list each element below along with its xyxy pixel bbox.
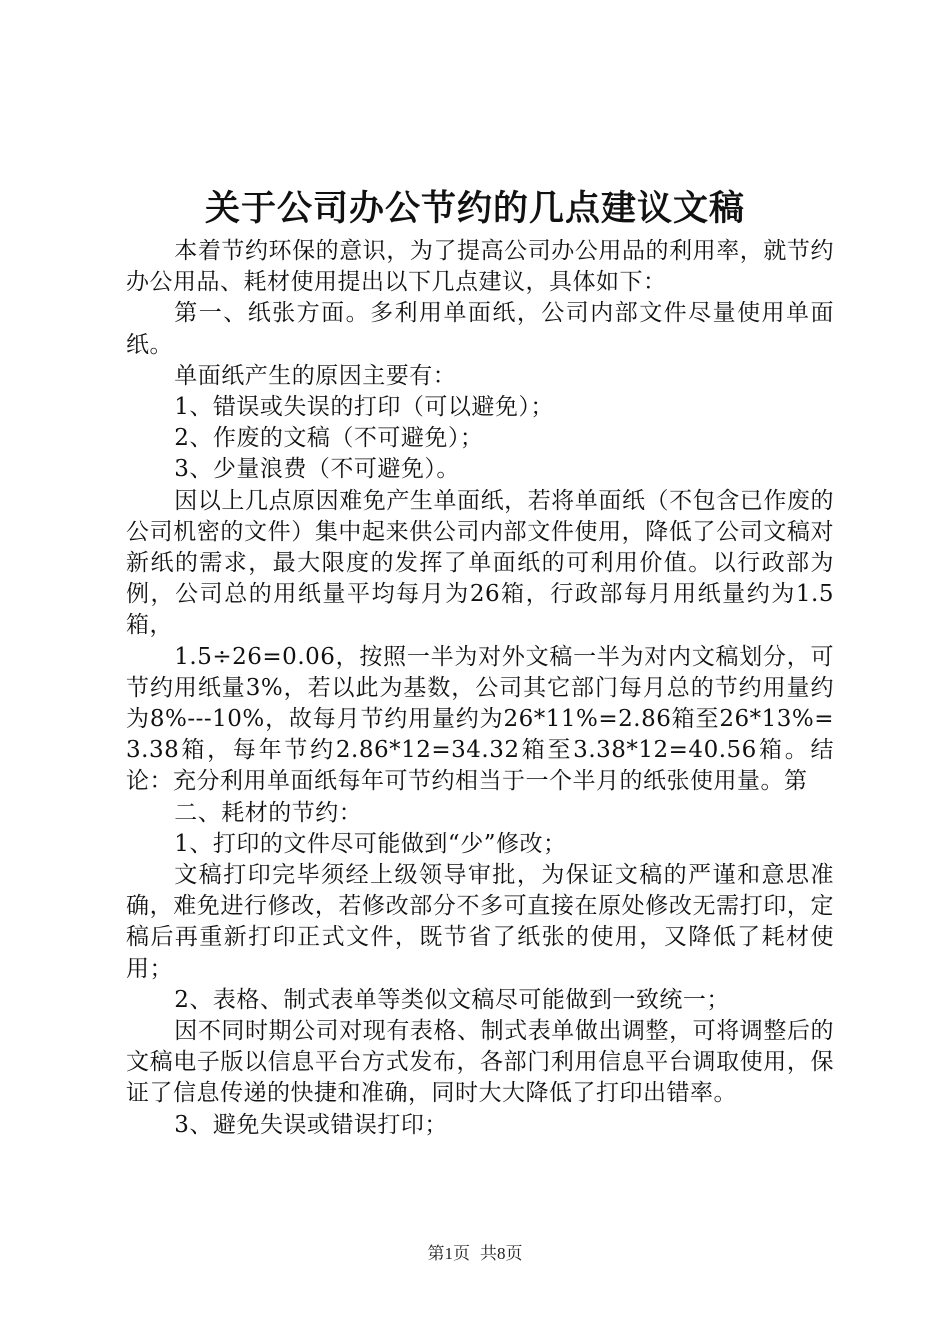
page-number: 第1页 — [427, 1244, 470, 1263]
paragraph-section-consumables: 二、耗材的节约： — [174, 799, 363, 826]
paragraph-cause-3: 3、少量浪费（不可避免）。 — [174, 456, 460, 483]
paragraph-item-1-detail: 文稿打印完毕须经上级领导审批，为保证文稿的严谨和意思准确，难免进行修改，若修改部分不多可直接在原处修改无需打印，定稿后再重新打印正式文件，既节省了纸张的使用，又降低了耗材使用； — [126, 862, 834, 982]
paragraph-cause-1: 1、错误或失误的打印（可以避免）； — [174, 394, 554, 421]
paragraph-item-2-detail: 因不同时期公司对现有表格、制式表单做出调整，可将调整后的文稿电子版以信息平台方式发布，各部门利用信息平台调取使用，保证了信息传递的快捷和准确，同时大大降低了打印出错率。 — [126, 1018, 834, 1107]
paragraph-causes-heading: 单面纸产生的原因主要有： — [174, 362, 457, 389]
page-footer — [0, 1242, 950, 1266]
document-title: 关于公司办公节约的几点建议文稿 — [204, 189, 745, 229]
document-body — [126, 236, 834, 1141]
paragraph-section-paper: 第一、纸张方面。多利用单面纸，公司内部文件尽量使用单面纸。 — [126, 300, 834, 358]
paragraph-item-3: 3、避免失误或错误打印； — [174, 1111, 448, 1138]
paragraph-item-1: 1、打印的文件尽可能做到“少”修改； — [174, 830, 567, 857]
paragraph-calculation: 1.5÷26=0.06，按照一半为对外文稿一半为对内文稿划分，可节约用纸量3%，若以此为基数，公司其它部门每月总的节约用量约为8%---10%，故每月节约用量约为26*11%=2.86箱至26*13%=3.38箱，每年节约2.86*12=34.32箱至3.38*12=40.56箱。结论：充分利用单面纸每年可节约相当于一个半月的纸张使用量。第 — [126, 643, 834, 795]
page-total: 共8页 — [480, 1244, 523, 1263]
paragraph-reuse: 因以上几点原因难免产生单面纸，若将单面纸（不包含已作废的公司机密的文件）集中起来供公司内部文件使用，降低了公司文稿对新纸的需求，最大限度的发挥了单面纸的可利用价值。以行政部为例，公司总的用纸量平均每月为26箱，行政部每月用纸量约为1.5箱， — [126, 487, 834, 639]
paragraph-cause-2: 2、作废的文稿（不可避免）； — [174, 425, 484, 452]
paragraph-item-2: 2、表格、制式表单等类似文稿尽可能做到一致统一； — [174, 986, 730, 1013]
paragraph-intro: 本着节约环保的意识，为了提高公司办公用品的利用率，就节约办公用品、耗材使用提出以下几点建议，具体如下： — [126, 238, 834, 296]
